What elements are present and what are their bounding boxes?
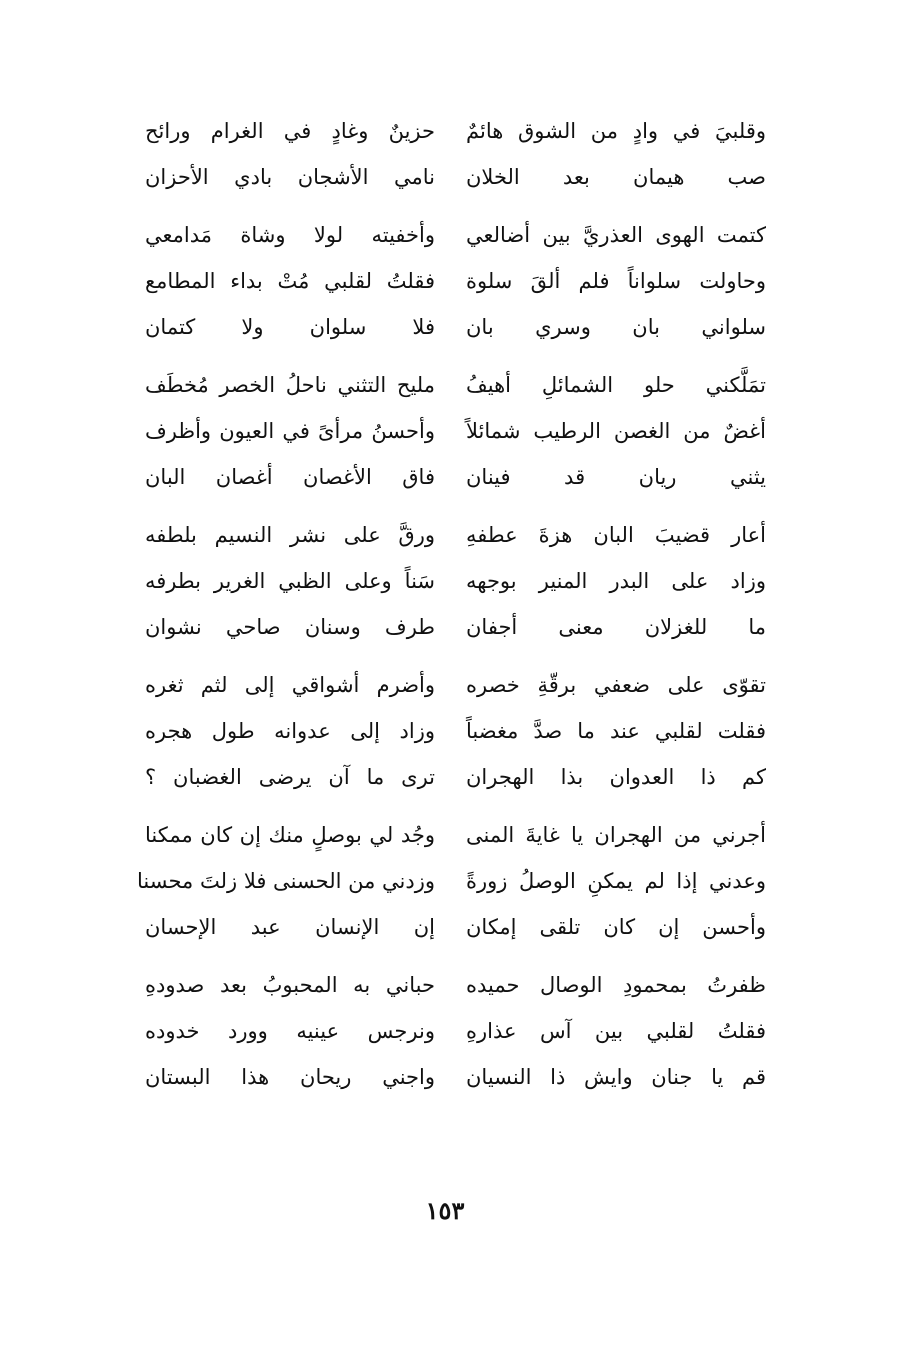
page-number: ١٥٣ bbox=[425, 1196, 465, 1225]
verse-line: كتمت الهوى العذريَّ بين أضالعي bbox=[466, 223, 766, 247]
verse-line: طرف وسنان صاحي نشوان bbox=[145, 615, 435, 639]
verse-line: حزينٌ وغادٍ في الغرام ورائح bbox=[145, 119, 435, 143]
verse-line: فاق الأغصان أغصان البان bbox=[145, 465, 435, 489]
verse-line: تمَلَّكني حلو الشمائلِ أهيفُ bbox=[466, 373, 766, 397]
verse-line: سَناً وعلى الظبي الغرير بطرفه bbox=[145, 569, 435, 593]
verse-line: ونرجس عينيه وورد خدوده bbox=[145, 1019, 435, 1043]
verse-line: وأحسن إن كان تلقى إمكان bbox=[466, 915, 766, 939]
verse-line: يثني ريان قد فينان bbox=[466, 465, 766, 489]
verse-line: وعدني إذا لم يمكنِ الوصلُ زورةً bbox=[466, 869, 766, 893]
verse-line: وأخفيته لولا وشاة مَدامعي bbox=[145, 223, 435, 247]
verse-line: سلواني بان وسري بان bbox=[466, 315, 766, 339]
verse-line: أجرني من الهجران يا غايةَ المنى bbox=[466, 823, 766, 847]
verse-line: قم يا جنان وايش ذا النسيان bbox=[466, 1065, 766, 1089]
verse-line: ترى ما آن يرضى الغضبان ؟ bbox=[145, 765, 435, 789]
verse-line: كم ذا العدوان بذا الهجران bbox=[466, 765, 766, 789]
verse-line: فقلت لقلبي عند ما صدَّ مغضباً bbox=[466, 719, 766, 743]
verse-line: وأضرم أشواقي إلى لثم ثغره bbox=[145, 673, 435, 697]
verse-line: حباني به المحبوبُ بعد صدودهِ bbox=[145, 973, 435, 997]
verse-line: فلا سلوان ولا كتمان bbox=[145, 315, 435, 339]
verse-line: وأحسنُ مرأىً في العيون وأظرف bbox=[145, 419, 435, 443]
verse-line: واجني ريحان هذا البستان bbox=[145, 1065, 435, 1089]
verse-line: ظفرتُ بمحمودِ الوصال حميده bbox=[466, 973, 766, 997]
verse-line: وجُد لي بوصلٍ منك إن كان ممكنا bbox=[145, 823, 435, 847]
verse-line: ما للغزلان معنى أجفان bbox=[466, 615, 766, 639]
verse-line: مليح التثني ناحلُ الخصر مُخطَف bbox=[145, 373, 435, 397]
verse-line: صب هيمان بعد الخلان bbox=[466, 165, 766, 189]
verse-line: أغضٌ من الغصن الرطيب شمائلاً bbox=[466, 419, 766, 443]
verse-line: فقلتُ لقلبي مُتْ بداء المطامع bbox=[145, 269, 435, 293]
verse-line: أعار قضيبَ البان هزةَ عطفهِ bbox=[466, 523, 766, 547]
verse-line: ورقَّ على نشر النسيم بلطفه bbox=[145, 523, 435, 547]
left-hemistich-column bbox=[137, 108, 435, 1100]
verse-line: تقوّى على ضعفي برقّةِ خصره bbox=[466, 673, 766, 697]
verse-line: فقلتُ لقلبي بين آس عذارهِ bbox=[466, 1019, 766, 1043]
verse-line: وزاد على البدر المنير بوجهه bbox=[466, 569, 766, 593]
verse-line: نامي الأشجان بادي الأحزان bbox=[145, 165, 435, 189]
verse-line: وزدني من الحسنى فلا زلتَ محسنا bbox=[137, 869, 435, 893]
verse-line: وزاد إلى عدوانه طول هجره bbox=[145, 719, 435, 743]
verse-line: وحاولت سلواناً فلم ألقَ سلوة bbox=[466, 269, 766, 293]
verse-line: إن الإنسان عبد الإحسان bbox=[145, 915, 435, 939]
right-hemistich-column bbox=[466, 108, 766, 1100]
verse-line: وقلبيَ في وادٍ من الشوق هائمٌ bbox=[466, 119, 766, 143]
